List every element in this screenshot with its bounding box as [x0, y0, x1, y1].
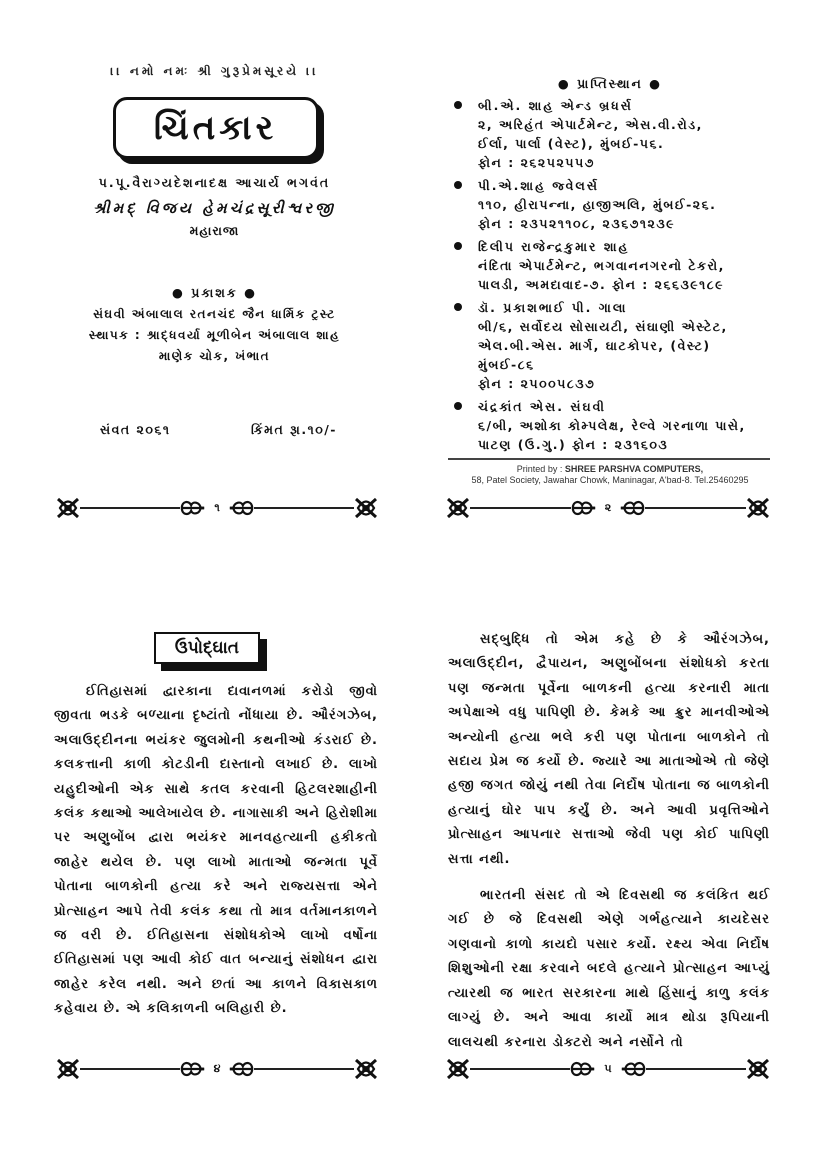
heart-arrow-left-icon [228, 1060, 254, 1078]
samvat-year: સંવત ૨૦૬૧ [100, 422, 171, 437]
celtic-knot-icon [56, 497, 80, 519]
heart-arrow-right-icon [180, 1060, 206, 1078]
celtic-knot-icon [746, 497, 770, 519]
invocation-line: ।। નમો નમઃ શ્રી ગુરૂપ્રેમસૂરયે ।। [110, 64, 319, 78]
heart-arrow-left-icon [620, 1060, 646, 1078]
publisher-trust-name: સંઘવી અંબાલાલ રતનચંદ જૈન ધાર્મિક ટ્રસ્ટ [93, 307, 336, 321]
printer-address: 58, Patel Society, Jawahar Chowk, Maninagar, A'bad-8. Tel.25460295 [471, 475, 749, 485]
page-number: ૨ [604, 501, 612, 514]
celtic-knot-icon [354, 1058, 378, 1080]
ornament-line [80, 1068, 180, 1070]
paragraph: ઈતિહાસમાં દ્વારકાના દાવાનળમાં કરોડો જીવો જીવતા ભડકે બળ્યાના દૃષ્ટાંતો નોંધાયા છે. ઔરંગઝેબ, અલાઉદ્દીનના ભયંકર જુલમોની કથનીઓ કંડરાઈ છે. કલકત્તાની કાળી કોટડીની દાસ્તાનો લખાઈ છે. લાખો યહુદીઓની એક સાથે કતલ કરવાની હિટલરશાહીની કલંક કથાઓ આલેખાયેલ છે. નાગાસાકી અને હિરોશીમા પર અણુબોંબ દ્વારા ભયંકર માનવહત્યાની હકીકતો જાહેર થયેલ છે. પણ લાખો માતાઓ જન્મતા પૂર્વે પોતાના બાળકોની હત્યા કરે અને રાજ્યસત્તા એને પ્રોત્સાહન આપે તેવી કલંક કથા તો માત્ર વર્તમાનકાળને જ વરી છે. ઈતિહાસના સંશોધકોએ લાખો વર્ષોના ઈતિહાસમાં પણ આવી કોઈ વાત બન્યાનું સંશોધન દ્વારા જાહેર કરેલ નથી. અને છતાં આ કાળને વિકાસકાળ કહેવાય છે. એ કલિકાળની બલિહારી છે. [54, 684, 378, 1017]
printer-name: SHREE PARSHVA COMPUTERS, [564, 464, 704, 474]
book-title-logo [113, 97, 325, 165]
heart-arrow-right-icon [180, 499, 206, 517]
page-1-title-page [52, 64, 377, 438]
bullet-icon [454, 303, 462, 311]
source-item [450, 397, 770, 454]
source-address: નંદિતા એપાર્ટમેન્ટ, ભગવાનનગરનો ટેકરો, [478, 258, 725, 273]
heart-arrow-right-icon [571, 499, 597, 517]
celtic-knot-icon [56, 1058, 80, 1080]
ornament-line [470, 507, 571, 509]
source-phone: ફોન : ૨૫૦૦૫૮૩૭ [478, 376, 596, 391]
page-2-footer-ornament [446, 497, 770, 519]
logo-box [113, 97, 319, 159]
publisher-address: માણેક ચોક, ખંભાત [158, 349, 271, 363]
divider [448, 458, 770, 460]
source-address: ૬/બી, અશોકા કોમ્પલેક્ષ, રેલ્વે ગરનાળા પાસે, [478, 418, 746, 433]
page-5-preface-continued [448, 628, 770, 1055]
source-address: ઈર્લા, પાર્લા (વેસ્ટ), મુંબઈ-૫૬. [478, 136, 665, 151]
preface-body [448, 628, 770, 1055]
source-item [450, 298, 770, 393]
ornament-line [470, 1068, 570, 1070]
acharya-line: પ.પૂ.વૈરાગ્યદેશનાદક્ષ આચાર્ય ભગવંત [98, 175, 331, 190]
page-number: ૪ [213, 1062, 221, 1075]
ornament-line [646, 1068, 746, 1070]
page-1-footer-ornament [56, 497, 378, 519]
source-name: બી.એ. શાહ એન્ડ બ્રધર્સ [478, 98, 633, 113]
bullet-icon [454, 181, 462, 189]
source-address-phone: પાલડી, અમદાવાદ-૭. ફોન : ૨૬૬૩૯૧૮૯ [478, 277, 725, 292]
source-address: ૨, અરિહંત એપાર્ટમેન્ટ, એસ.વી.રોડ, [478, 117, 703, 132]
printer-prefix: Printed by : [516, 464, 565, 474]
heart-arrow-left-icon [619, 499, 645, 517]
bullet-icon [454, 101, 462, 109]
publisher-heading: ● પ્રકાશક ● [172, 285, 257, 300]
section-title-box [154, 632, 264, 668]
guru-name: શ્રીમદ્ વિજય હેમચંદ્રસૂરીશ્વરજી [93, 199, 336, 217]
page-number: ૫ [604, 1062, 612, 1075]
preface-body [54, 680, 378, 1022]
heart-arrow-left-icon [228, 499, 254, 517]
ornament-line [254, 1068, 354, 1070]
source-item [450, 96, 770, 172]
ornament-line [254, 507, 354, 509]
maharaja-label: મહારાજા [189, 223, 240, 238]
availability-heading: ● પ્રાપ્તિસ્થાન ● [557, 76, 663, 91]
book-title: ચિંતકાર [153, 108, 278, 148]
ornament-line [645, 507, 746, 509]
bullet-icon [454, 242, 462, 250]
printer-credit [450, 464, 770, 485]
source-phone: ફોન : ૨૩૫૨૧૧૦૮, ૨૩૬૭૧૨૩૯ [478, 216, 676, 231]
samvat-price-row [52, 422, 377, 438]
source-name: પી.એ.શાહ જ્વેલર્સ [478, 178, 599, 193]
source-phone: ફોન : ૨૬૨૫૨૫૫૭ [478, 155, 595, 170]
publisher-founder: સ્થાપક : શ્રાદ્ધવર્યા મૂળીબેન અંબાલાલ શાહ [88, 328, 341, 342]
source-address-phone: પાટણ (ઉ.ગુ.) ફોન : ૨૩૧૬૦૩ [478, 437, 669, 452]
source-address: ૧૧૦, હીરાપન્ના, હાજીઅલિ, મુંબઈ-૨૬. [478, 197, 717, 212]
source-address: એલ.બી.એસ. માર્ગ, ઘાટકોપર, (વેસ્ટ) મુંબઈ-૮૬ [478, 338, 711, 372]
source-name: ચંદ્રકાંત એસ. સંઘવી [478, 399, 606, 414]
page-2-availability [450, 76, 770, 485]
paragraph: સદ્બુદ્ધિ તો એમ કહે છે કે ઔરંગઝેબ, અલાઉદ્દીન, દ્વૈપાયન, અણુબોંબના સંશોધકો કરતા પણ જન્મતા પૂર્વેના બાળકની હત્યા કરનારી માતા અપેક્ષાએ વધુ પાપિણી છે. કેમકે આ ક્રુર માનવીઓએ અન્યોની હત્યા ભલે કરી પણ પોતાના બાળકોને તો સદાય પ્રેમ જ કર્યો છે. જ્યારે આ માતાઓએ તો જેણે હજી જગત જોયું નથી તેવા નિર્દોષ પોતાના જ બાળકોની હત્યાનું ઘોર પાપ કર્યું છે. અને આવી પ્રવૃત્તિઓને પ્રોત્સાહન આપનાર સત્તાઓ જેવી પણ કોઈ પાપિણી સત્તા નથી. [448, 632, 770, 867]
page-4-preface [54, 632, 378, 1022]
source-name: દિલીપ રાજેન્દ્રકુમાર શાહ [478, 239, 630, 254]
heart-arrow-right-icon [570, 1060, 596, 1078]
paragraph: ભારતની સંસદ તો એ દિવસથી જ કલંકિત થઈ ગઈ છે જે દિવસથી એણે ગર્ભહત્યાને કાયદેસર ગણવાનો કાળો કાયદો પસાર કર્યો. રક્ષ્ય એવા નિર્દોષ શિશુઓની રક્ષા કરવાને બદલે હત્યાને પ્રોત્સાહન આપ્યું ત્યારથી જ ભારત સરકારના માથે હિંસાનું કાળુ કલંક લાગ્યું છે. અને આવા કાર્યો માત્ર થોડા રૂપિયાની લાલચથી કરનારા ડોક્ટરો અને નર્સોને તો [448, 888, 770, 1050]
page-number: ૧ [214, 501, 220, 514]
page-5-footer-ornament [446, 1058, 770, 1080]
bullet-icon [454, 402, 462, 410]
celtic-knot-icon [746, 1058, 770, 1080]
section-title: ઉપોદ્ઘાત [154, 632, 260, 664]
celtic-knot-icon [354, 497, 378, 519]
source-address: બી/૬, સર્વોદય સોસાયટી, સંઘાણી એસ્ટેટ, [478, 319, 728, 334]
page-4-footer-ornament [56, 1058, 378, 1080]
celtic-knot-icon [446, 1058, 470, 1080]
source-item [450, 237, 770, 294]
source-name: ડૉ. પ્રકાશભાઈ પી. ગાલા [478, 300, 628, 315]
celtic-knot-icon [446, 497, 470, 519]
ornament-line [80, 507, 180, 509]
price-label: કિંમત રૂા.૧૦/- [251, 422, 337, 437]
source-item [450, 176, 770, 233]
